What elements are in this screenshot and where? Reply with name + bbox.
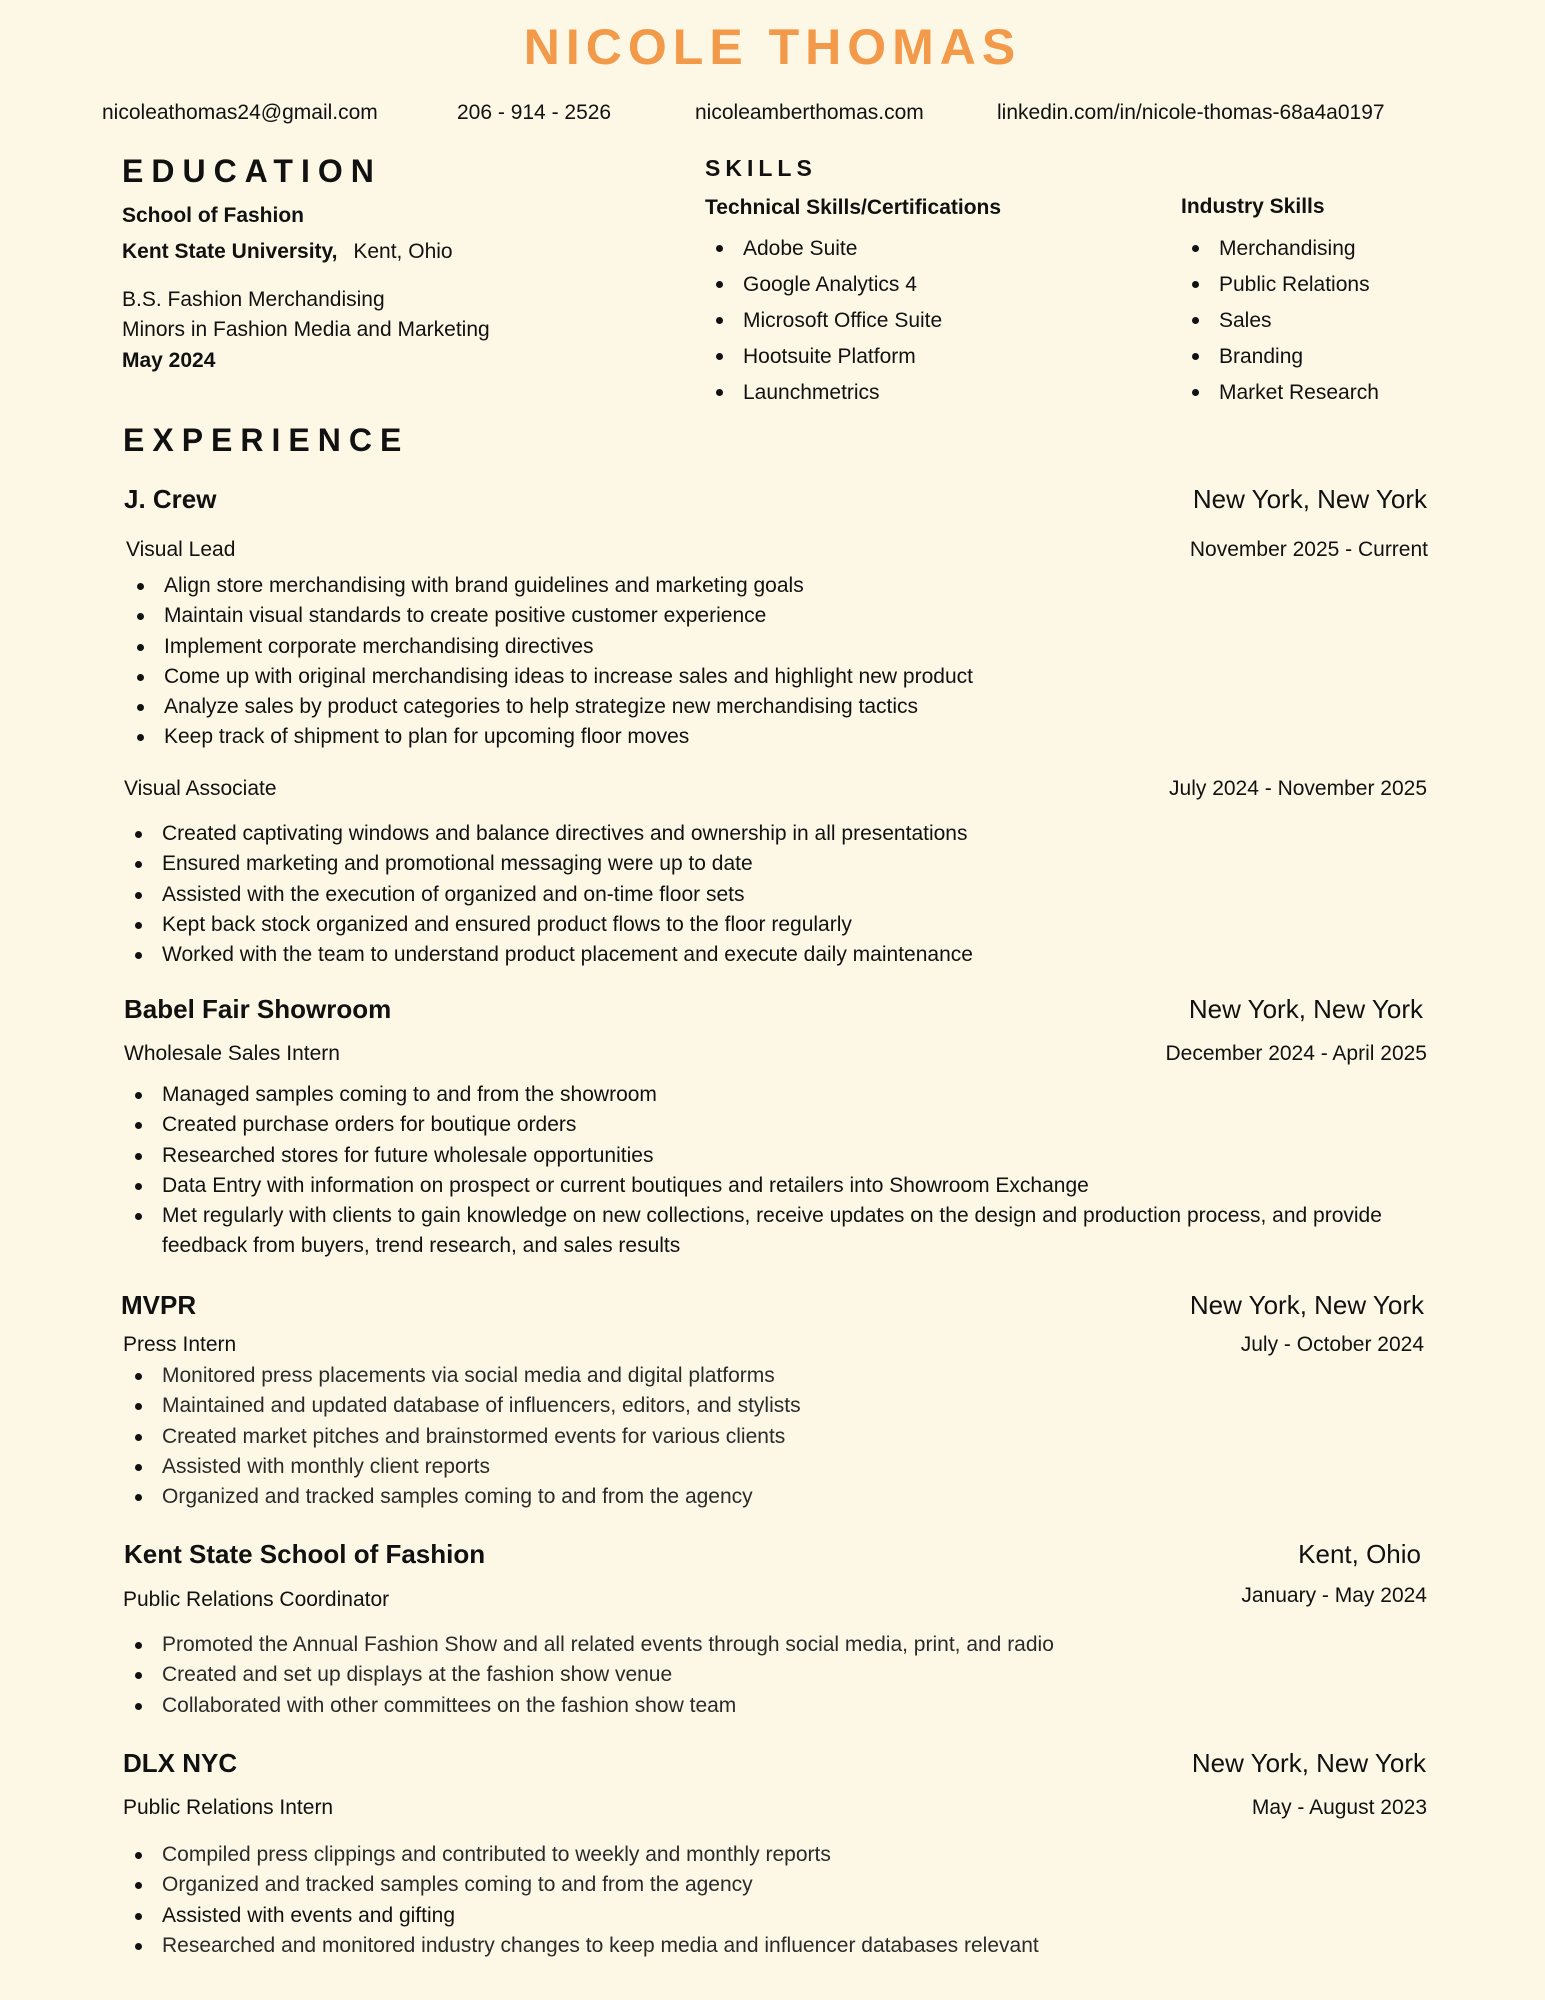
role-title: Wholesale Sales Intern: [124, 1042, 340, 1065]
role-dates: May - August 2023: [1251, 1796, 1427, 1819]
list-item: Merchandising: [1181, 231, 1379, 267]
company-location: New York, New York: [1192, 484, 1427, 514]
contact-phone[interactable]: 206 - 914 - 2526: [457, 101, 612, 124]
education-date: May 2024: [122, 349, 216, 372]
list-item: Google Analytics 4: [705, 267, 942, 303]
company-name: MVPR: [121, 1290, 197, 1320]
list-item: Public Relations: [1181, 267, 1379, 303]
list-item: Ensured marketing and promotional messaging were up to date: [124, 849, 973, 879]
role-bullets: [124, 1840, 1039, 1961]
list-item: Monitored press placements via social media and digital platforms: [124, 1361, 801, 1391]
company-location: New York, New York: [1189, 1290, 1424, 1320]
education-school: School of Fashion: [122, 204, 304, 227]
list-item: Hootsuite Platform: [705, 339, 942, 375]
list-item: Worked with the team to understand product placement and execute daily maintenance: [124, 940, 973, 970]
list-item: Researched stores for future wholesale opportunities: [124, 1141, 1434, 1171]
company-name: Kent State School of Fashion: [124, 1539, 486, 1569]
role-bullets: [124, 1630, 1054, 1721]
contact-email[interactable]: nicoleathomas24@gmail.com: [102, 101, 378, 124]
role-bullets: [126, 571, 973, 753]
list-item: Kept back stock organized and ensured product flows to the floor regularly: [124, 910, 973, 940]
list-item: Implement corporate merchandising directives: [126, 632, 973, 662]
list-item: Adobe Suite: [705, 231, 942, 267]
company-location: Kent, Ohio: [1298, 1539, 1421, 1569]
list-item: Assisted with monthly client reports: [124, 1452, 801, 1482]
role-bullets: [124, 819, 973, 970]
list-item: Keep track of shipment to plan for upcoming floor moves: [126, 722, 973, 752]
list-item: Data Entry with information on prospect or current boutiques and retailers into Showroom Exchange: [124, 1171, 1434, 1201]
list-item: Assisted with events and gifting: [124, 1901, 1039, 1931]
list-item: Microsoft Office Suite: [705, 303, 942, 339]
contact-linkedin[interactable]: linkedin.com/in/nicole-thomas-68a4a0197: [997, 101, 1385, 124]
company-name: DLX NYC: [123, 1748, 238, 1778]
list-item: Researched and monitored industry changes to keep media and influencer databases relevant: [124, 1931, 1039, 1961]
industry-skills-heading: Industry Skills: [1181, 195, 1325, 218]
skills-heading: SKILLS: [705, 155, 817, 181]
list-item: Come up with original merchandising ideas to increase sales and highlight new product: [126, 662, 973, 692]
list-item: Collaborated with other committees on the fashion show team: [124, 1691, 1054, 1721]
list-item: Promoted the Annual Fashion Show and all related events through social media, print, and radio: [124, 1630, 1054, 1660]
experience-heading: EXPERIENCE: [123, 422, 410, 458]
role-dates: July - October 2024: [1240, 1333, 1424, 1356]
list-item: Organized and tracked samples coming to and from the agency: [124, 1870, 1039, 1900]
industry-skills-list: [1181, 231, 1379, 411]
company-location: New York, New York: [1191, 1748, 1426, 1778]
list-item: Met regularly with clients to gain knowledge on new collections, receive updates on the design and production process, and provide feedback from buyers, trend research, and sales results: [124, 1201, 1434, 1262]
technical-skills-list: [705, 231, 942, 411]
education-degree: B.S. Fashion Merchandising: [122, 288, 385, 311]
list-item: Created market pitches and brainstormed events for various clients: [124, 1422, 801, 1452]
list-item: Branding: [1181, 339, 1379, 375]
list-item: Created captivating windows and balance directives and ownership in all presentations: [124, 819, 973, 849]
role-dates: November 2025 - Current: [1189, 538, 1428, 561]
role-title: Visual Associate: [124, 777, 277, 800]
role-bullets: [124, 1361, 801, 1512]
list-item: Launchmetrics: [705, 375, 942, 411]
list-item: Created and set up displays at the fashion show venue: [124, 1660, 1054, 1690]
list-item: Assisted with the execution of organized and on-time floor sets: [124, 880, 973, 910]
list-item: Maintained and updated database of influencers, editors, and stylists: [124, 1391, 801, 1421]
education-minors: Minors in Fashion Media and Marketing: [122, 318, 490, 341]
role-title: Public Relations Coordinator: [123, 1588, 390, 1611]
list-item: Sales: [1181, 303, 1379, 339]
list-item: Managed samples coming to and from the showroom: [124, 1080, 1434, 1110]
company-location: New York, New York: [1188, 994, 1423, 1024]
technical-skills-heading: Technical Skills/Certifications: [705, 196, 1002, 219]
list-item: Analyze sales by product categories to help strategize new merchandising tactics: [126, 692, 973, 722]
role-bullets: [124, 1080, 1434, 1262]
company-name: Babel Fair Showroom: [124, 994, 392, 1024]
contact-website[interactable]: nicoleamberthomas.com: [695, 101, 924, 124]
role-dates: December 2024 - April 2025: [1165, 1042, 1427, 1065]
education-university-line: [122, 240, 453, 264]
role-dates: January - May 2024: [1241, 1584, 1427, 1607]
company-name: J. Crew: [124, 484, 217, 514]
education-university: Kent State University,: [122, 240, 338, 263]
role-title: Press Intern: [123, 1333, 237, 1356]
list-item: Organized and tracked samples coming to and from the agency: [124, 1482, 801, 1512]
list-item: Align store merchandising with brand guidelines and marketing goals: [126, 571, 973, 601]
list-item: Market Research: [1181, 375, 1379, 411]
role-title: Visual Lead: [126, 538, 236, 561]
list-item: Created purchase orders for boutique orders: [124, 1110, 1434, 1140]
role-title: Public Relations Intern: [123, 1796, 334, 1819]
role-dates: July 2024 - November 2025: [1169, 777, 1427, 800]
candidate-name: NICOLE THOMAS: [523, 19, 1022, 75]
list-item: Compiled press clippings and contributed to weekly and monthly reports: [124, 1840, 1039, 1870]
list-item: Maintain visual standards to create positive customer experience: [126, 601, 973, 631]
education-city: Kent, Ohio: [353, 240, 453, 263]
education-heading: EDUCATION: [122, 153, 382, 189]
